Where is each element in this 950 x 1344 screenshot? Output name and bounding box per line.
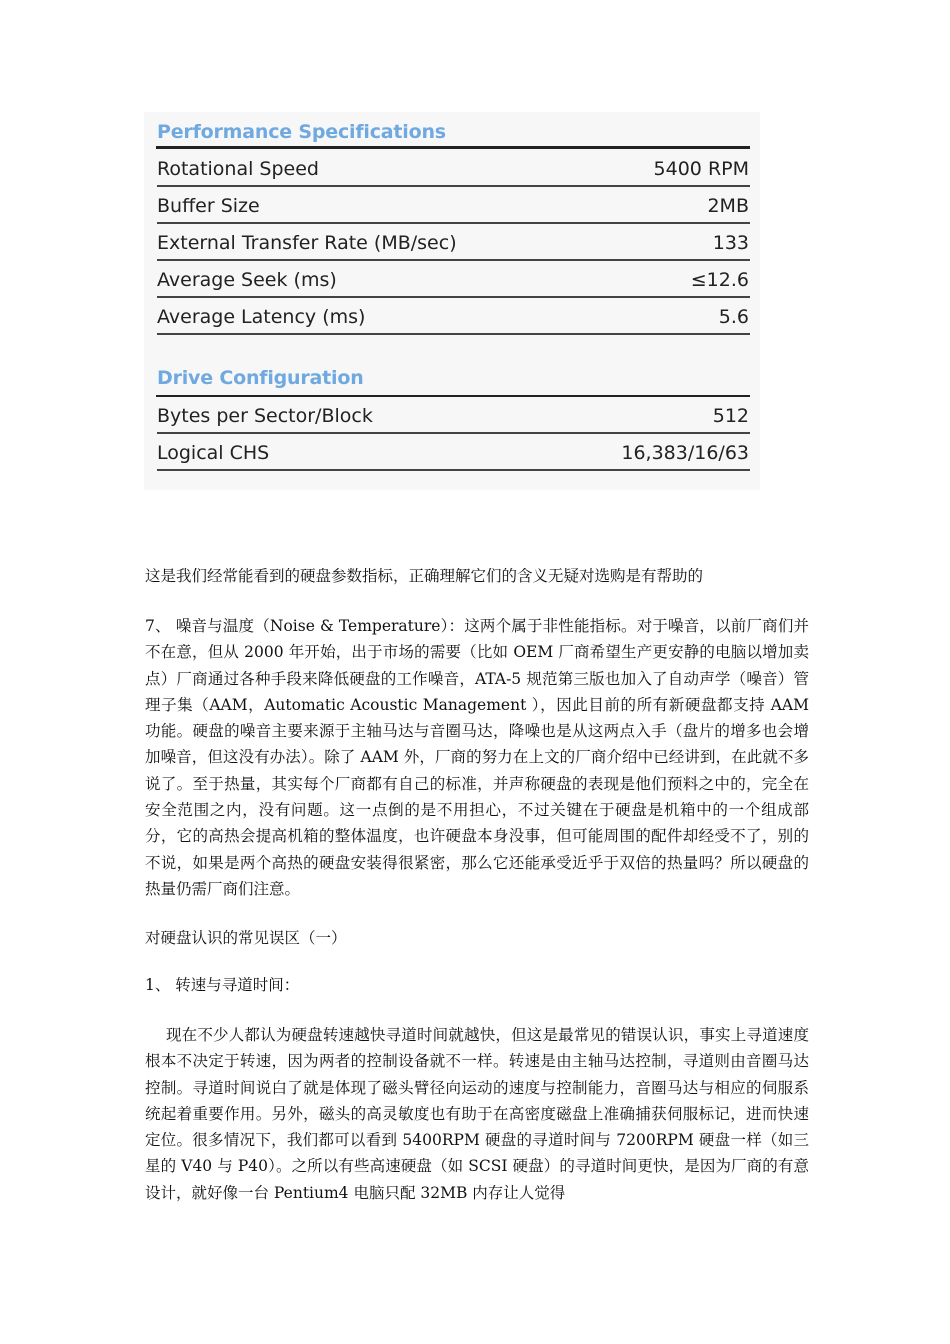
- drive-configuration-title: Drive Configuration: [157, 367, 364, 389]
- spec-label: Buffer Size: [157, 195, 260, 217]
- spec-value: 5400 RPM: [653, 158, 749, 180]
- spec-label: Logical CHS: [157, 442, 270, 464]
- spec-row-bytes-per-sector: [157, 397, 749, 434]
- spec-label: Bytes per Sector/Block: [157, 405, 373, 427]
- spec-value: 133: [712, 232, 749, 254]
- spec-value: ≤12.6: [690, 269, 749, 291]
- row-divider: [157, 469, 750, 471]
- spec-row-average-seek: [157, 261, 749, 298]
- row-divider: [157, 333, 750, 335]
- spec-row-rotational-speed: [157, 150, 749, 187]
- spec-value: 2MB: [707, 195, 749, 217]
- spec-value: 5.6: [718, 306, 749, 328]
- spec-label: Average Seek (ms): [157, 269, 337, 291]
- performance-specifications-title: Performance Specifications: [157, 121, 446, 143]
- spec-label: External Transfer Rate (MB/sec): [157, 232, 457, 254]
- section-7-noise-temperature: 7、 噪音与温度（Noise & Temperature）：这两个属于非性能指标。对于噪音，以前厂商们并不在意，但从 2000 年开始，出于市场的需要（比如 OEM 厂商希望生产更安静的电脑以增加卖点）厂商通过各种手段来降低硬盘的工作噪音，ATA-5 规范第三版也加入了自动声学（噪音）管理子集（AAM，Automatic Acoustic Management ），因此目前的所有新硬盘都支持 AAM 功能。硬盘的噪音主要来源于主轴马达与音圈马达，降噪也是从这两点入手（盘片的增多也会增加噪音，但这没有办法）。除了 AAM 外，厂商的努力在上文的厂商介绍中已经讲到，在此就不多说了。至于热量，其实每个厂商都有自己的标准，并声称硬盘的表现是他们预料之中的，完全在安全范围之内，没有问题。这一点倒的是不用担心，不过关键在于硬盘是机箱中的一个组成部分，它的高热会提高机箱的整体温度，也许硬盘本身没事，但可能周围的配件却经受不了，别的不说，如果是两个高热的硬盘安装得很紧密，那么它还能承受近乎于双倍的热量吗？所以硬盘的热量仍需厂商们注意。: [145, 617, 809, 898]
- spec-row-buffer-size: [157, 187, 749, 224]
- misconception-heading: 对硬盘认识的常见误区（一）: [145, 929, 347, 947]
- performance-top-rule: [156, 146, 750, 149]
- spec-value: 512: [712, 405, 749, 427]
- spec-row-logical-chs: [157, 434, 749, 471]
- item-1-heading: 1、 转速与寻道时间：: [145, 976, 300, 994]
- spec-caption: 这是我们经常能看到的硬盘参数指标，正确理解它们的含义无疑对选购是有帮助的: [145, 567, 704, 585]
- spec-label: Rotational Speed: [157, 158, 319, 180]
- spec-table-image: [144, 112, 760, 490]
- spec-row-transfer-rate: [157, 224, 749, 261]
- spec-row-average-latency: [157, 298, 749, 335]
- spec-value: 16,383/16/63: [621, 442, 749, 464]
- item-1-body: 现在不少人都认为硬盘转速越快寻道时间就越快，但这是最常见的错误认识，事实上寻道速度根本不决定于转速，因为两者的控制设备就不一样。转速是由主轴马达控制，寻道则由音圈马达控制。寻道时间说白了就是体现了磁头臂径向运动的速度与控制能力，音圈马达与相应的伺服系统起着重要作用。另外，磁头的高灵敏度也有助于在高密度磁盘上准确捕获伺服标记，进而快速定位。很多情况下，我们都可以看到 5400RPM 硬盘的寻道时间与 7200RPM 硬盘一样（如三星的 V40 与 P40）。之所以有些高速硬盘（如 SCSI 硬盘）的寻道时间更快，是因为厂商的有意设计，就好像一台 Pentium4 电脑只配 32MB 内存让人觉得: [145, 1026, 809, 1202]
- spec-label: Average Latency (ms): [157, 306, 366, 328]
